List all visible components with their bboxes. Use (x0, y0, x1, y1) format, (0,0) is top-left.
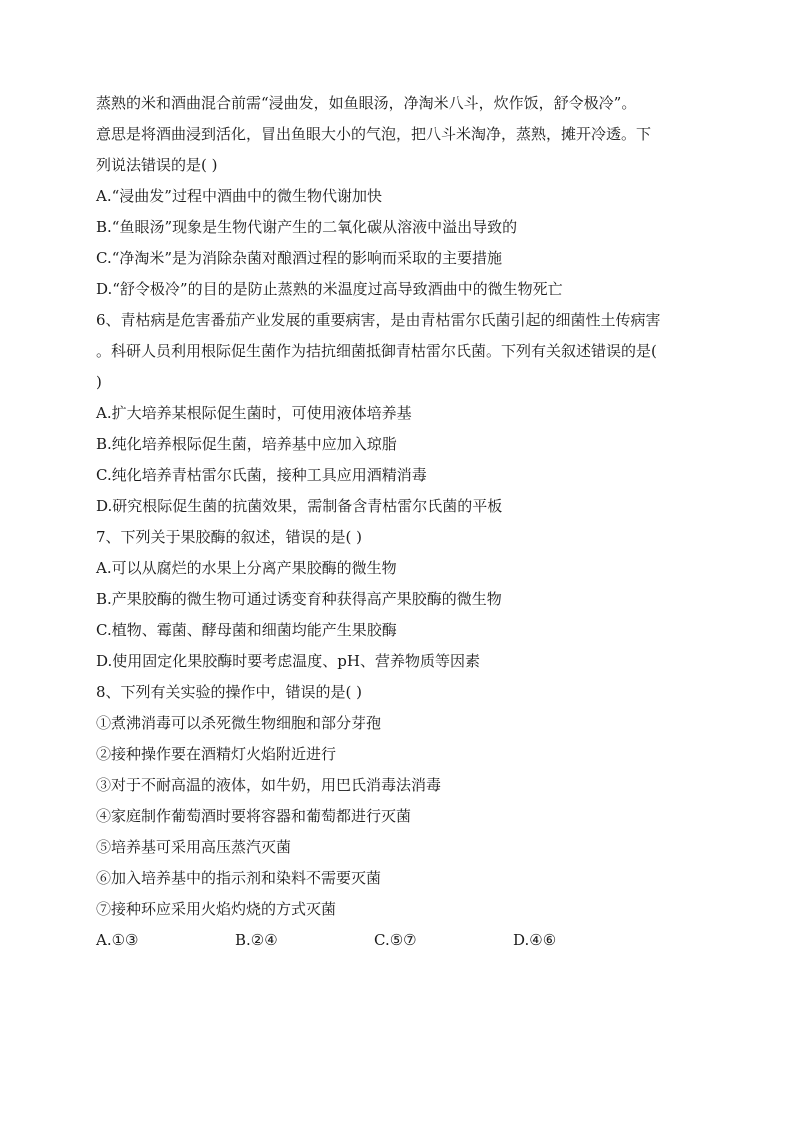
answer-option-b: B.产果胶酶的微生物可通过诱变育种获得高产果胶酶的微生物 (96, 590, 502, 608)
answer-option-c: C.植物、霉菌、酵母菌和细菌均能产生果胶酶 (96, 621, 397, 639)
question-stem-line: 。科研人员利用根际促生菌作为拮抗细菌抵御青枯雷尔氏菌。下列有关叙述错误的是( (96, 342, 657, 360)
answer-option-b: B.纯化培养根际促生菌，培养基中应加入琼脂 (96, 435, 397, 453)
question-7 (96, 522, 716, 677)
answer-option-a: A.“浸曲发”过程中酒曲中的微生物代谢加快 (96, 187, 382, 205)
statement-item: ①煮沸消毒可以杀死微生物细胞和部分芽孢 (96, 714, 382, 732)
answer-option-d: D.研究根际促生菌的抗菌效果，需制备含青枯雷尔氏菌的平板 (96, 497, 503, 515)
statement-item: ⑤培养基可采用高压蒸汽灭菌 (96, 838, 292, 856)
answer-option-a: A.扩大培养某根际促生菌时，可使用液体培养基 (96, 404, 412, 422)
answer-option-a: A.①③ (96, 931, 139, 949)
question-stem-line: 8、下列有关实验的操作中，错误的是( ) (96, 683, 363, 701)
answer-option-c: C.“净淘米”是为消除杂菌对酿酒过程的影响而采取的主要措施 (96, 249, 503, 267)
answer-options-row (96, 925, 716, 956)
answer-option-d: D.“舒令极冷”的目的是防止蒸熟的米温度过高导致酒曲中的微生物死亡 (96, 280, 563, 298)
statement-item: ⑦接种环应采用火焰灼烧的方式灭菌 (96, 900, 337, 918)
answer-option-b: B.②④ (235, 931, 278, 949)
question-stem-line: 7、下列关于果胶酶的叙述，错误的是( ) (96, 528, 363, 546)
statement-item: ④家庭制作葡萄酒时要将容器和葡萄都进行灭菌 (96, 807, 412, 825)
answer-option-c: C.⑤⑦ (374, 931, 417, 949)
answer-option-c: C.纯化培养青枯雷尔氏菌，接种工具应用酒精消毒 (96, 466, 427, 484)
question-8 (96, 677, 716, 956)
question-stem-line: 蒸熟的米和酒曲混合前需“浸曲发，如鱼眼汤，净淘米八斗，炊作饭，舒令极冷”。 (96, 94, 637, 112)
question-5 (96, 88, 716, 305)
question-stem-line: 6、青枯病是危害番茄产业发展的重要病害，是由青枯雷尔氏菌引起的细菌性土传病害 (96, 311, 661, 329)
question-stem-line: ) (96, 373, 102, 391)
question-stem-line: 列说法错误的是( ) (96, 156, 218, 174)
answer-option-a: A.可以从腐烂的水果上分离产果胶酶的微生物 (96, 559, 397, 577)
statement-item: ⑥加入培养基中的指示剂和染料不需要灭菌 (96, 869, 382, 887)
question-6 (96, 305, 716, 522)
statement-item: ②接种操作要在酒精灯火焰附近进行 (96, 745, 337, 763)
answer-option-d: D.使用固定化果胶酶时要考虑温度、pH、营养物质等因素 (96, 652, 480, 670)
answer-option-d: D.④⑥ (513, 931, 557, 949)
statement-item: ③对于不耐高温的液体，如牛奶，用巴氏消毒法消毒 (96, 776, 442, 794)
question-stem-line: 意思是将酒曲浸到活化，冒出鱼眼大小的气泡，把八斗米淘净，蒸熟，摊开冷透。下 (96, 125, 652, 143)
answer-option-b: B.“鱼眼汤”现象是生物代谢产生的二氧化碳从溶液中溢出导致的 (96, 218, 518, 236)
exam-page (96, 88, 716, 956)
